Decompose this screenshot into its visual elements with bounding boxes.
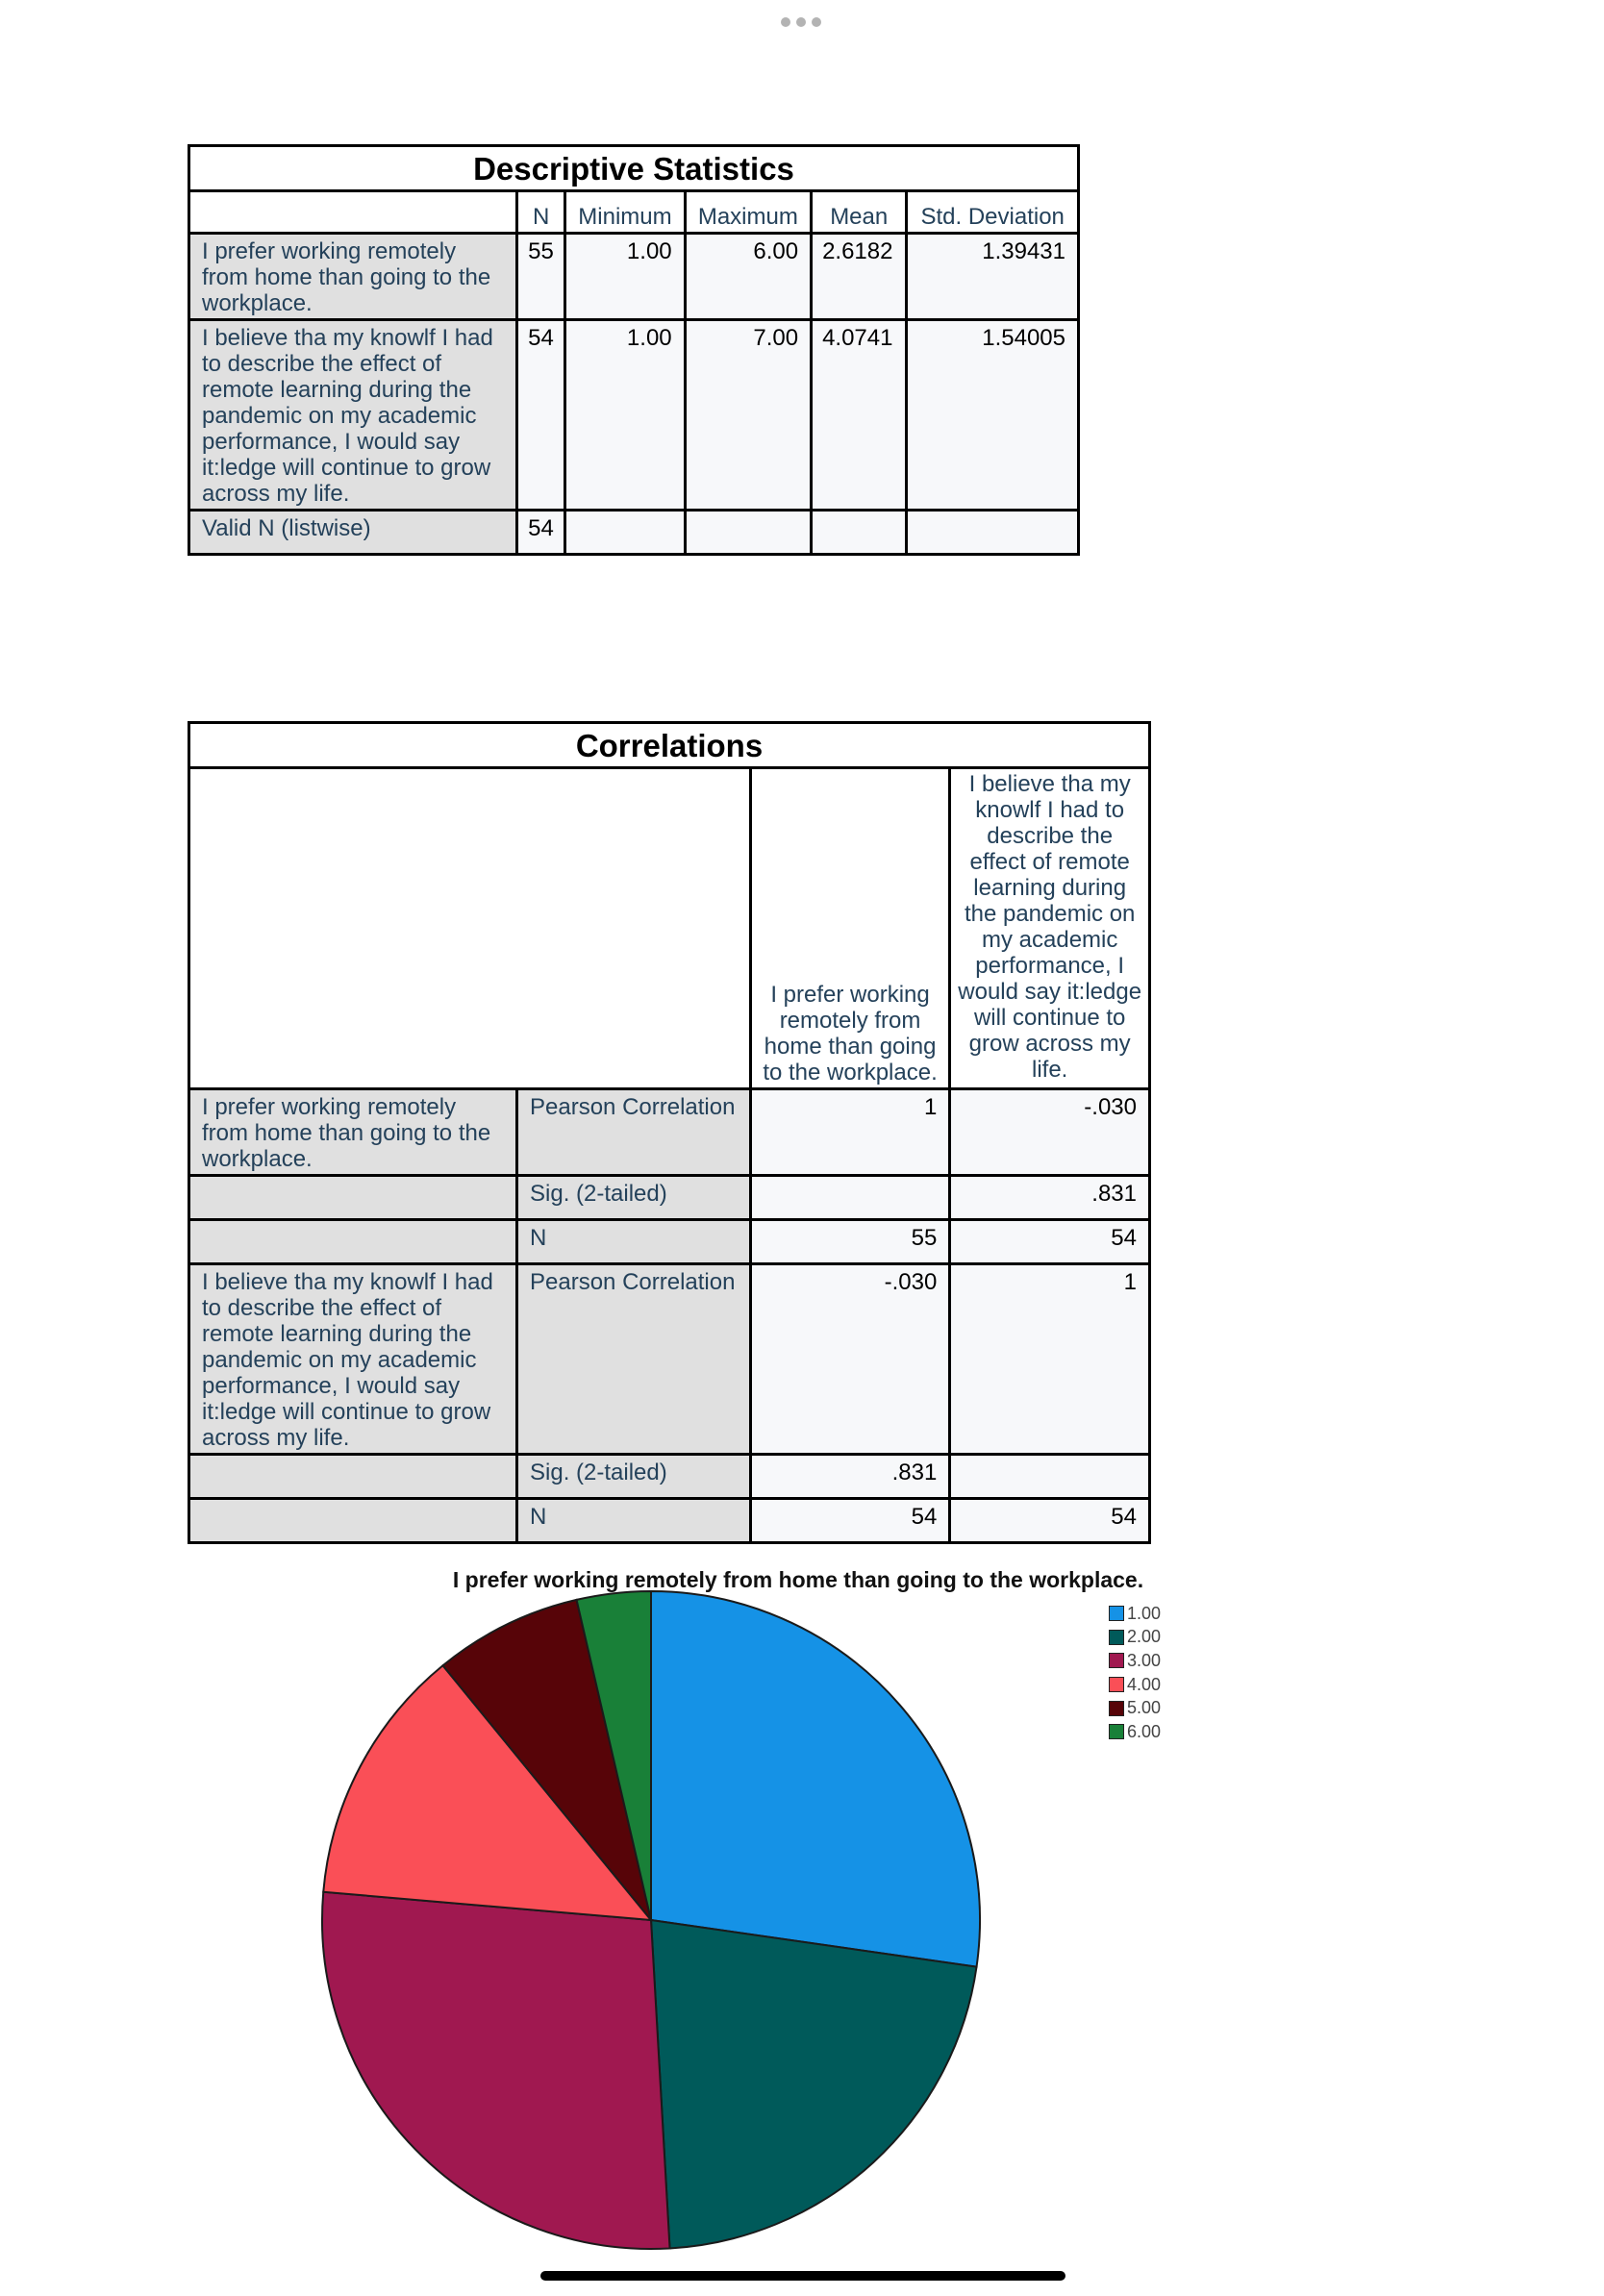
pie-slice-3.00 bbox=[322, 1892, 670, 2249]
row-label-empty bbox=[189, 1220, 517, 1264]
header-maximum: Maximum bbox=[685, 191, 811, 234]
cell-value: 1 bbox=[750, 1089, 950, 1176]
cell-minimum bbox=[565, 511, 685, 555]
cell-maximum: 7.00 bbox=[685, 320, 811, 511]
row-label: I believe tha my knowlf I had to describe the effect of remote learning during the pandemic on my academic performance, I would say it:ledge will continue to grow across my life. bbox=[189, 320, 517, 511]
legend-label: 4.00 bbox=[1127, 1674, 1162, 1694]
row-label: I prefer working remotely from home than going to the workplace. bbox=[189, 234, 517, 320]
cell-value: -.030 bbox=[750, 1264, 950, 1455]
stat-label: Pearson Correlation bbox=[517, 1264, 751, 1455]
cell-value: .831 bbox=[950, 1176, 1150, 1220]
stat-label: N bbox=[517, 1499, 751, 1543]
cell-mean bbox=[812, 511, 907, 555]
cell-minimum: 1.00 bbox=[565, 234, 685, 320]
legend-item bbox=[1109, 1720, 1161, 1744]
more-options-icon[interactable] bbox=[781, 17, 821, 27]
stat-label: Sig. (2-tailed) bbox=[517, 1176, 751, 1220]
legend-swatch bbox=[1109, 1724, 1124, 1739]
legend-item bbox=[1109, 1626, 1161, 1650]
home-indicator[interactable] bbox=[540, 2271, 1065, 2281]
pie-slice-1.00 bbox=[651, 1591, 980, 1967]
col-header: I prefer working remotely from home than going to the workplace. bbox=[750, 768, 950, 1089]
cell-value bbox=[750, 1176, 950, 1220]
legend-label: 5.00 bbox=[1127, 1698, 1162, 1718]
correlations-header-row bbox=[189, 768, 1150, 1089]
cell-value: -.030 bbox=[950, 1089, 1150, 1176]
table-row bbox=[189, 320, 1079, 511]
descriptive-header-row bbox=[189, 191, 1079, 234]
cell-value bbox=[950, 1455, 1150, 1499]
table-row bbox=[189, 1499, 1150, 1543]
legend-label: 1.00 bbox=[1127, 1603, 1162, 1623]
table-row bbox=[189, 1089, 1150, 1176]
row-label-empty bbox=[189, 1455, 517, 1499]
header-corner bbox=[189, 768, 751, 1089]
stat-label: N bbox=[517, 1220, 751, 1264]
cell-mean: 2.6182 bbox=[812, 234, 907, 320]
row-label-empty bbox=[189, 1499, 517, 1543]
header-std-deviation: Std. Deviation bbox=[907, 191, 1079, 234]
cell-maximum: 6.00 bbox=[685, 234, 811, 320]
row-label-empty bbox=[189, 1176, 517, 1220]
correlations-title: Correlations bbox=[188, 721, 1151, 766]
table-row bbox=[189, 1264, 1150, 1455]
cell-value: 1 bbox=[950, 1264, 1150, 1455]
cell-std-deviation: 1.39431 bbox=[907, 234, 1079, 320]
legend-swatch bbox=[1109, 1606, 1124, 1621]
legend-item bbox=[1109, 1649, 1161, 1673]
legend-swatch bbox=[1109, 1677, 1124, 1692]
cell-n: 54 bbox=[517, 511, 565, 555]
cell-n: 54 bbox=[517, 320, 565, 511]
table-row bbox=[189, 1176, 1150, 1220]
legend-label: 3.00 bbox=[1127, 1650, 1162, 1670]
legend-item bbox=[1109, 1673, 1161, 1697]
row-label: I prefer working remotely from home than going to the workplace. bbox=[189, 1089, 517, 1176]
legend-swatch bbox=[1109, 1630, 1124, 1645]
cell-value: 54 bbox=[950, 1499, 1150, 1543]
header-n: N bbox=[517, 191, 565, 234]
cell-std-deviation: 1.54005 bbox=[907, 320, 1079, 511]
table-row bbox=[189, 1220, 1150, 1264]
chart-title: I prefer working remotely from home than going to the workplace. bbox=[452, 1567, 1144, 1592]
legend-item bbox=[1109, 1602, 1161, 1626]
legend-swatch bbox=[1109, 1653, 1124, 1668]
legend-swatch bbox=[1109, 1701, 1124, 1716]
cell-minimum: 1.00 bbox=[565, 320, 685, 511]
descriptive-statistics-title: Descriptive Statistics bbox=[188, 144, 1080, 189]
cell-mean: 4.0741 bbox=[812, 320, 907, 511]
legend-label: 2.00 bbox=[1127, 1627, 1162, 1647]
pie-chart bbox=[288, 1586, 1000, 2269]
pie-slice-2.00 bbox=[651, 1920, 977, 2248]
correlations-table bbox=[188, 721, 1151, 1544]
chart-legend bbox=[1109, 1602, 1161, 1744]
descriptive-statistics-table bbox=[188, 144, 1080, 556]
row-label: Valid N (listwise) bbox=[189, 511, 517, 555]
row-label: I believe tha my knowlf I had to describe the effect of remote learning during the pandemic on my academic performance, I would say it:ledge will continue to grow across my life. bbox=[189, 1264, 517, 1455]
cell-value: 54 bbox=[950, 1220, 1150, 1264]
table-row bbox=[189, 511, 1079, 555]
cell-value: 55 bbox=[750, 1220, 950, 1264]
legend-label: 6.00 bbox=[1127, 1721, 1162, 1741]
col-header: I believe tha my knowlf I had to describe the effect of remote learning during the pandemic on my academic performance, I would say it:ledge will continue to grow across my life. bbox=[950, 768, 1150, 1089]
table-row bbox=[189, 1455, 1150, 1499]
cell-std-deviation bbox=[907, 511, 1079, 555]
legend-item bbox=[1109, 1696, 1161, 1720]
header-minimum: Minimum bbox=[565, 191, 685, 234]
stat-label: Sig. (2-tailed) bbox=[517, 1455, 751, 1499]
stat-label: Pearson Correlation bbox=[517, 1089, 751, 1176]
table-row bbox=[189, 234, 1079, 320]
cell-value: 54 bbox=[750, 1499, 950, 1543]
cell-value: .831 bbox=[750, 1455, 950, 1499]
header-corner bbox=[189, 191, 517, 234]
cell-maximum bbox=[685, 511, 811, 555]
header-mean: Mean bbox=[812, 191, 907, 234]
cell-n: 55 bbox=[517, 234, 565, 320]
